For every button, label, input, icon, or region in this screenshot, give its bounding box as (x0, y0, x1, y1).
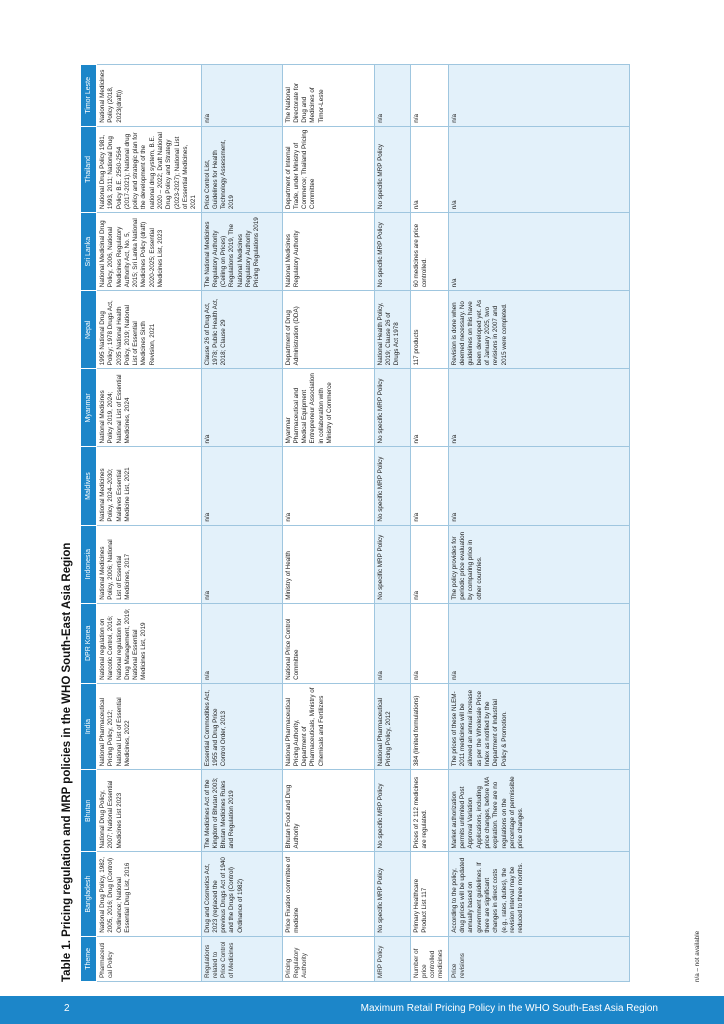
table-cell: Market authorization permits unlimited Post Approval Variation Applications, including price changes, before MA expiration. There are no regulations on the percentage of permissible price changes. (448, 770, 629, 852)
column-header: Theme (81, 936, 97, 981)
rotated-table-region (56, 64, 700, 982)
table-cell: n/a (448, 447, 629, 525)
row-theme: MRP Policy (374, 936, 410, 981)
table-cell: The Medicines Act of the Kingdom of Bhutan 2003; Bhutan Medicines Rules and Regulation 2019 (201, 770, 282, 852)
table-cell: National Pharmaceutical Pricing Authority, Department of Pharmaceuticals, Ministry of Chemicals and Fertilizers (282, 683, 374, 769)
table-cell: n/a (410, 65, 448, 127)
column-header: Timor Leste (81, 65, 97, 127)
table-cell: The National Directorate for Drug and Medicines of Timor-Leste (282, 65, 374, 127)
table-cell: Revision is done when deemed necessary. No guidelines on this have been developed yet. As of January 2025, two revisions in 2007 and 2015 were completed. (448, 291, 629, 369)
table-cell: 117 products (410, 291, 448, 369)
table-cell: National regulation on Narcotic Control, 2016; National regulation for Drug Management, 2019; National Essential Medicines List, 2019 (97, 603, 202, 683)
table-cell: n/a (201, 447, 282, 525)
table-cell: National Medicines Regulatory Authority (282, 213, 374, 291)
table-cell: National Health Policy, 2019; Clause 26 of Drugs Act 1978 (374, 291, 410, 369)
table-cell: National Medicinal Drug Policy, 2006, National Medicines Regulatory Authority Act, No. 5, 2015; Sri Lanka National Medicines Policy (draft) 2020-2025; Essential Medicines List, 2023 (97, 213, 202, 291)
pricing-policy-table (80, 64, 630, 982)
table-cell: n/a (448, 213, 629, 291)
table-cell: National Medicines Policy, 2024–2030; Maldives Essential Medicine List, 2021 (97, 447, 202, 525)
table-cell: The prices of these NLEM-2011 medicines will be allowed an annual increase as per the Wholesale Price Index as notified by the Department of Industrial Policy & Promotion. (448, 683, 629, 769)
table-cell: No specific MRP Policy (374, 126, 410, 212)
table-cell: National Drug Policy 1981, 1993, 2011; National Drug Policy B.E. 2560-2564 (2017-2021); National drug policy and strategic plan for the development of the national drug system, B.E. 2020 – 2022; Draft National Drug Policy and Strategy (2023-2027); National List of Essential Medicines, 2021 (97, 126, 202, 212)
table-cell: No specific MRP Policy (374, 447, 410, 525)
table-cell: National Pharmaceutical Pricing Policy, 2012; National List of Essential Medicines, 2022 (97, 683, 202, 769)
page-footer (0, 996, 724, 1024)
table-cell: n/a (201, 525, 282, 603)
table-cell: National Medicines Policy, 2006; National List of Essential Medicines, 2017 (97, 525, 202, 603)
table-cell: No specific MRP Policy (374, 213, 410, 291)
table-cell: Myanmar Pharmaceutical and Medical Equipment Entrepreneur Association in collaboration with Ministry of Commerce (282, 369, 374, 447)
column-header: DPR Korea (81, 603, 97, 683)
column-header: Bhutan (81, 770, 97, 852)
table-cell: The policy provides for periodic price evaluation by comparing price in other countries. (448, 525, 629, 603)
table-cell: Ministry of Health (282, 525, 374, 603)
column-header: India (81, 683, 97, 769)
column-header: Bangladesh (81, 852, 97, 936)
table-cell: National Drug Policy, 1982, 2005, 2016; Drug (Control) Ordinance; National Essential Drug List, 2016 (97, 852, 202, 936)
table-cell: n/a (201, 603, 282, 683)
table-row (448, 65, 629, 982)
table-cell: No specific MRP Policy (374, 852, 410, 936)
table-cell: According to the policy, drug prices will be updated annually based on government guidelines. If there are significant changes in direct costs (e.g., rates, duties), the revision interval may be reduced to three months. (448, 852, 629, 936)
footnote: n/a – not available (694, 930, 701, 982)
row-theme: Pricing Regulatory Authority (282, 936, 374, 981)
table-cell: n/a (410, 447, 448, 525)
table-cell: n/a (448, 603, 629, 683)
table-cell: n/a (374, 603, 410, 683)
table-cell: Department of Drug Administration (DDA) (282, 291, 374, 369)
table-cell: The National Medicines Regulatory Authority (Ceiling on Prices) Regulations 2019, The National Medicines Regulatory Authority Pricing Regulations 2019 (201, 213, 282, 291)
table-cell: n/a (201, 65, 282, 127)
table-row (374, 65, 410, 982)
table-cell: No specific MRP Policy (374, 369, 410, 447)
table-cell: 1995 National Drug Policy; 1978 Drugs Act, 2035 National Health Policy, 2019; National List of Essential Medicines Sixth Revision, 2021 (97, 291, 202, 369)
table-cell: Essential Commodities Act, 1955 and Drug Price Control Order, 2013 (201, 683, 282, 769)
table-cell: National Price Control Committee (282, 603, 374, 683)
table-cell: n/a (410, 525, 448, 603)
column-header: Indonesia (81, 525, 97, 603)
table-cell: n/a (448, 65, 629, 127)
column-header: Thailand (81, 126, 97, 212)
page-number: 2 (64, 1003, 70, 1014)
column-header: Nepal (81, 291, 97, 369)
table-row (410, 65, 448, 982)
table-cell: n/a (374, 65, 410, 127)
row-theme: Regulations related to Price Control of Medicines (201, 936, 282, 981)
table-row (282, 65, 374, 982)
table-cell: Price Fixation committee of medicine (282, 852, 374, 936)
table-cell: 384 (limited formulations) (410, 683, 448, 769)
column-header: Myanmar (81, 369, 97, 447)
table-cell: Primary Healthcare Product List 117 (410, 852, 448, 936)
table-cell: National Medicines Policy 2019, 2024; National List of Essential Medicines, 2024 (97, 369, 202, 447)
row-theme: Pharmaceutical Policy (97, 936, 202, 981)
table-cell: Prices of 2 112 medicines are regulated. (410, 770, 448, 852)
table-cell: n/a (448, 369, 629, 447)
row-theme: Price revisions (448, 936, 629, 981)
table-cell: Drug and Cosmetics Act, 2023 (replaced the previous Drugs Act of 1940 and the Drugs (Control) Ordinance of 1982) (201, 852, 282, 936)
column-header: Sri Lanka (81, 213, 97, 291)
header-row (81, 65, 97, 982)
table-cell: National Medicines Policy (2018, 2023(draft)) (97, 65, 202, 127)
table-cell: Price Control List, Guidelines for Health Technology Assessment, 2019 (201, 126, 282, 212)
table-row (97, 65, 202, 982)
table-cell: National Drug Policy, 2007; National Essential Medicines List 2023 (97, 770, 202, 852)
table-cell: 60 medicines are price controlled. (410, 213, 448, 291)
table-cell: Clause 26 of Drug Act, 1978; Public Health Act, 2018; Clause 29 (201, 291, 282, 369)
table-caption: Table 1. Pricing regulation and MRP policies in the WHO South-East Asia Region (61, 542, 73, 982)
table-cell: n/a (448, 126, 629, 212)
table-cell: n/a (282, 447, 374, 525)
table-cell: No specific MRP Policy (374, 770, 410, 852)
table-cell: Bhutan Food and Drug Authority (282, 770, 374, 852)
table-cell: Department of Internal Trade, under Ministry of Commerce; Thailand Pricing Committee (282, 126, 374, 212)
table-cell: n/a (410, 603, 448, 683)
table-row (201, 65, 282, 982)
table-cell: No specific MRP Policy (374, 525, 410, 603)
table-cell: n/a (410, 126, 448, 212)
table-cell: n/a (201, 369, 282, 447)
footer-title: Maximum Retail Pricing Policy in the WHO South-East Asia Region (360, 1003, 658, 1014)
table-cell: n/a (410, 369, 448, 447)
table-cell: National Pharmaceutical Pricing Policy, 2012 (374, 683, 410, 769)
row-theme: Number of price controlled medicines (410, 936, 448, 981)
column-header: Maldives (81, 447, 97, 525)
